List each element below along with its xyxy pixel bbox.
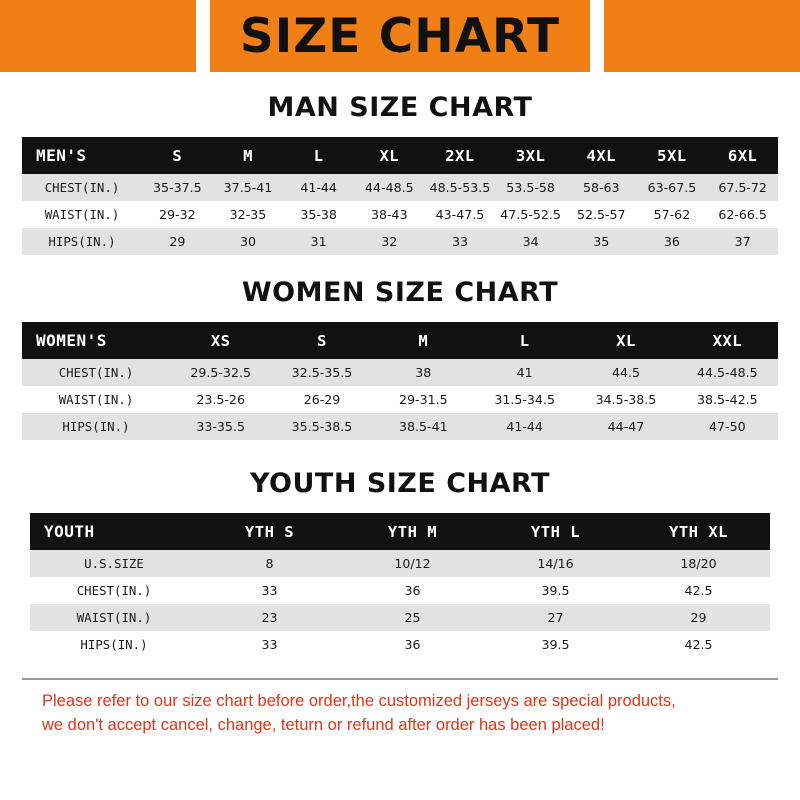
men-table-head [22, 137, 778, 174]
table-cell: 57-62 [637, 201, 708, 228]
table-cell: 35-38 [283, 201, 354, 228]
table-cell: 53.5-58 [495, 174, 566, 201]
footer-note [22, 680, 778, 738]
table-header-row [30, 513, 770, 550]
table-header-row [22, 322, 778, 359]
men-header-m: M [213, 137, 284, 174]
women-header-s: S [271, 322, 372, 359]
table-cell: 48.5-53.5 [425, 174, 496, 201]
men-header-6xl: 6XL [707, 137, 778, 174]
youth-header-s: YTH S [198, 513, 341, 550]
table-cell: 35.5-38.5 [271, 413, 372, 440]
men-size-table [22, 137, 778, 255]
youth-row-label-waist: WAIST(IN.) [30, 604, 198, 631]
table-cell: 33 [198, 577, 341, 604]
women-header-xl: XL [575, 322, 676, 359]
table-cell: 47-50 [677, 413, 778, 440]
men-header-xl: XL [354, 137, 425, 174]
table-cell: 36 [341, 631, 484, 658]
table-cell: 39.5 [484, 631, 627, 658]
table-cell: 33-35.5 [170, 413, 271, 440]
footer-note-line-1: Please refer to our size chart before order,the customized jerseys are special products, [42, 692, 676, 710]
table-cell: 31 [283, 228, 354, 255]
table-row [22, 359, 778, 386]
table-cell: 35 [566, 228, 637, 255]
table-cell: 41 [474, 359, 575, 386]
youth-table-head [30, 513, 770, 550]
table-cell: 27 [484, 604, 627, 631]
women-header-xs: XS [170, 322, 271, 359]
table-cell: 58-63 [566, 174, 637, 201]
women-row-label-waist: WAIST(IN.) [22, 386, 170, 413]
youth-header-xl: YTH XL [627, 513, 770, 550]
table-cell: 38 [373, 359, 474, 386]
table-cell: 30 [213, 228, 284, 255]
women-table-head [22, 322, 778, 359]
table-row [22, 228, 778, 255]
table-cell: 44-48.5 [354, 174, 425, 201]
men-table-body [22, 174, 778, 255]
table-cell: 63-67.5 [637, 174, 708, 201]
men-row-label-waist: WAIST(IN.) [22, 201, 142, 228]
page-title: SIZE CHART [239, 8, 561, 64]
table-cell: 38.5-42.5 [677, 386, 778, 413]
youth-header-m: YTH M [341, 513, 484, 550]
table-cell: 33 [198, 631, 341, 658]
table-cell: 35-37.5 [142, 174, 213, 201]
table-cell: 23.5-26 [170, 386, 271, 413]
table-cell: 44.5 [575, 359, 676, 386]
table-row [22, 174, 778, 201]
table-cell: 32 [354, 228, 425, 255]
women-header-m: M [373, 322, 474, 359]
table-cell: 36 [637, 228, 708, 255]
table-cell: 36 [341, 577, 484, 604]
table-cell: 67.5-72 [707, 174, 778, 201]
table-cell: 43-47.5 [425, 201, 496, 228]
table-cell: 32-35 [213, 201, 284, 228]
table-cell: 23 [198, 604, 341, 631]
table-row [22, 386, 778, 413]
men-row-label-hips: HIPS(IN.) [22, 228, 142, 255]
youth-header-l: YTH L [484, 513, 627, 550]
men-header-l: L [283, 137, 354, 174]
table-cell: 41-44 [474, 413, 575, 440]
youth-row-label-us-size: U.S.SIZE [30, 550, 198, 577]
women-row-label-hips: HIPS(IN.) [22, 413, 170, 440]
table-cell: 38.5-41 [373, 413, 474, 440]
table-cell: 44-47 [575, 413, 676, 440]
table-cell: 8 [198, 550, 341, 577]
women-header-xxl: XXL [677, 322, 778, 359]
table-cell: 34.5-38.5 [575, 386, 676, 413]
table-header-row [22, 137, 778, 174]
men-header-5xl: 5XL [637, 137, 708, 174]
man-section-title: MAN SIZE CHART [267, 92, 533, 123]
table-cell: 25 [341, 604, 484, 631]
table-cell: 62-66.5 [707, 201, 778, 228]
table-cell: 38-43 [354, 201, 425, 228]
table-cell: 37.5-41 [213, 174, 284, 201]
men-header-4xl: 4XL [566, 137, 637, 174]
table-cell: 44.5-48.5 [677, 359, 778, 386]
table-cell: 31.5-34.5 [474, 386, 575, 413]
table-row [22, 201, 778, 228]
page-banner [0, 0, 800, 72]
table-row [30, 631, 770, 658]
table-cell: 29-31.5 [373, 386, 474, 413]
table-row [22, 413, 778, 440]
footer-note-line-2: we don't accept cancel, change, teturn or refund after order has been placed! [42, 715, 605, 734]
women-table-body [22, 359, 778, 440]
youth-size-table [30, 513, 770, 658]
chart-content [0, 92, 800, 738]
youth-row-label-chest: CHEST(IN.) [30, 577, 198, 604]
youth-row-label-hips: HIPS(IN.) [30, 631, 198, 658]
table-row [30, 577, 770, 604]
men-header-3xl: 3XL [495, 137, 566, 174]
table-cell: 42.5 [627, 631, 770, 658]
table-cell: 29.5-32.5 [170, 359, 271, 386]
table-row [30, 550, 770, 577]
men-header-s: S [142, 137, 213, 174]
table-cell: 10/12 [341, 550, 484, 577]
table-cell: 18/20 [627, 550, 770, 577]
youth-header-label: YOUTH [30, 513, 198, 550]
men-header-label: MEN'S [22, 137, 142, 174]
men-row-label-chest: CHEST(IN.) [22, 174, 142, 201]
table-cell: 29-32 [142, 201, 213, 228]
table-cell: 39.5 [484, 577, 627, 604]
women-header-label: WOMEN'S [22, 322, 170, 359]
table-cell: 47.5-52.5 [495, 201, 566, 228]
table-cell: 32.5-35.5 [271, 359, 372, 386]
table-cell: 29 [627, 604, 770, 631]
table-cell: 52.5-57 [566, 201, 637, 228]
youth-table-body [30, 550, 770, 658]
women-header-l: L [474, 322, 575, 359]
table-cell: 42.5 [627, 577, 770, 604]
table-row [30, 604, 770, 631]
table-cell: 34 [495, 228, 566, 255]
table-cell: 14/16 [484, 550, 627, 577]
table-cell: 26-29 [271, 386, 372, 413]
table-cell: 37 [707, 228, 778, 255]
women-row-label-chest: CHEST(IN.) [22, 359, 170, 386]
table-cell: 29 [142, 228, 213, 255]
table-cell: 33 [425, 228, 496, 255]
table-cell: 41-44 [283, 174, 354, 201]
youth-section-title: YOUTH SIZE CHART [249, 468, 551, 499]
men-header-2xl: 2XL [425, 137, 496, 174]
women-section-title: WOMEN SIZE CHART [241, 277, 559, 308]
women-size-table [22, 322, 778, 440]
